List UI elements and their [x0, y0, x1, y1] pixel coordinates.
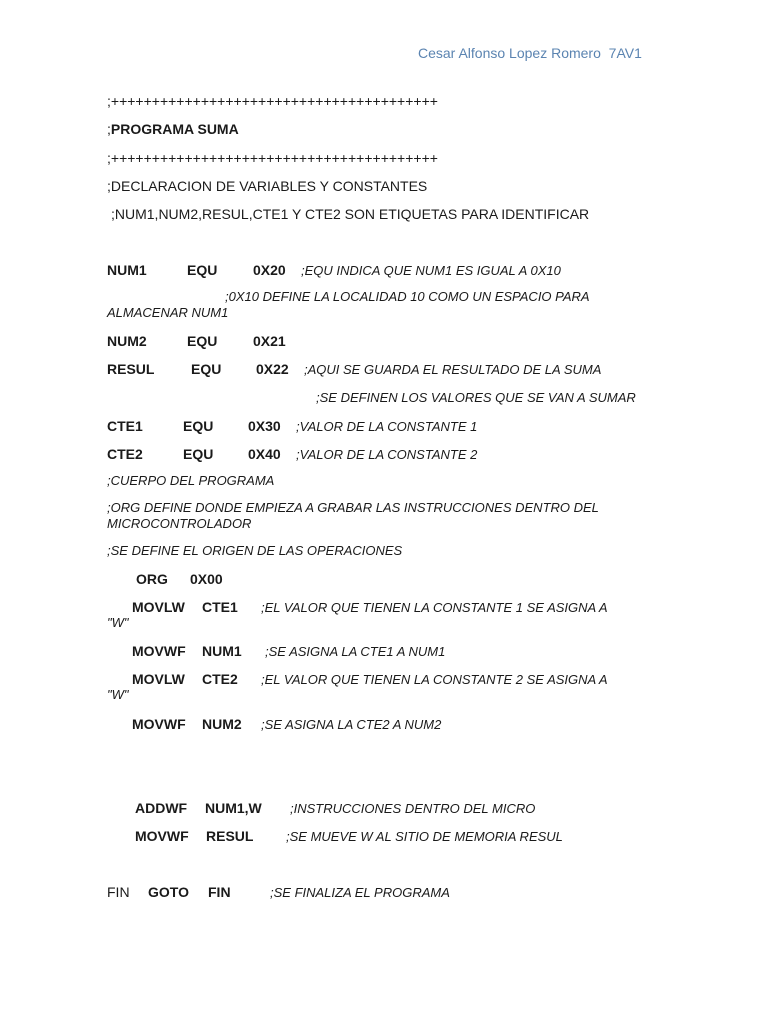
comment-movwf-num1: ;SE ASIGNA LA CTE1 A NUM1 — [265, 644, 446, 659]
values-note: ;SE DEFINEN LOS VALORES QUE SE VAN A SUMAR — [316, 390, 636, 405]
author-header — [418, 45, 642, 61]
comment-fin: ;SE FINALIZA EL PROGRAMA — [270, 885, 450, 900]
code-line-cte1 — [107, 418, 667, 436]
op-movwf: MOVWF — [132, 716, 186, 732]
comment-movwf-resul: ;SE MUEVE W AL SITIO DE MEMORIA RESUL — [286, 829, 563, 844]
op-movwf: MOVWF — [132, 643, 186, 659]
value-cte2: 0X40 — [248, 446, 281, 462]
separator-line-bottom: ;++++++++++++++++++++++++++++++++++++++++ — [107, 150, 438, 166]
origin-note: ;SE DEFINE EL ORIGEN DE LAS OPERACIONES — [107, 543, 403, 558]
value-cte1: 0X30 — [248, 418, 281, 434]
code-line-num2 — [107, 333, 667, 351]
arg-num2: NUM2 — [202, 716, 242, 732]
comment-addwf: ;INSTRUCCIONES DENTRO DEL MICRO — [290, 801, 536, 816]
org-note-line2: MICROCONTROLADOR — [107, 516, 252, 531]
op-equ: EQU — [191, 361, 222, 377]
op-equ: EQU — [183, 418, 214, 434]
org-note-line1: ;ORG DEFINE DONDE EMPIEZA A GRABAR LAS INSTRUCCIONES DENTRO DEL — [107, 500, 599, 515]
num1-note-line2: ALMACENAR NUM1 — [107, 305, 229, 320]
comment-movlw-cte2-cont: "W" — [107, 687, 129, 702]
arg-num1: NUM1 — [202, 643, 242, 659]
comment-resul: ;AQUI SE GUARDA EL RESULTADO DE LA SUMA — [304, 362, 602, 377]
body-note: ;CUERPO DEL PROGRAMA — [107, 473, 275, 488]
op-movlw: MOVLW — [132, 599, 185, 615]
declaration-heading: ;DECLARACION DE VARIABLES Y CONSTANTES — [107, 178, 428, 194]
comment-cte1: ;VALOR DE LA CONSTANTE 1 — [296, 419, 478, 434]
value-num1: 0X20 — [253, 262, 286, 278]
comment-cte2: ;VALOR DE LA CONSTANTE 2 — [296, 447, 478, 462]
comment-num1: ;EQU INDICA QUE NUM1 ES IGUAL A 0X10 — [301, 263, 561, 278]
program-title — [107, 121, 239, 137]
title-text: PROGRAMA SUMA — [110, 121, 239, 137]
code-line-num1 — [107, 262, 667, 280]
op-equ: EQU — [183, 446, 214, 462]
code-line-movwf-num2 — [132, 716, 652, 734]
label-cte2: CTE2 — [107, 446, 143, 462]
separator-line-top: ;++++++++++++++++++++++++++++++++++++++++ — [107, 93, 438, 109]
label-fin: FIN — [107, 884, 130, 900]
op-addwf: ADDWF — [135, 800, 188, 816]
code-line-addwf — [135, 800, 655, 818]
arg-cte1: CTE1 — [202, 599, 238, 615]
op-equ: EQU — [187, 333, 218, 349]
op-org: ORG — [136, 571, 168, 587]
op-movwf: MOVWF — [135, 828, 189, 844]
op-equ: EQU — [187, 262, 218, 278]
code-line-movwf-resul — [135, 828, 655, 846]
comment-movlw-cte1: ;EL VALOR QUE TIENEN LA CONSTANTE 1 SE ASIGNA A — [261, 600, 608, 615]
code-line-movlw-cte2 — [132, 671, 652, 689]
label-num2: NUM2 — [107, 333, 147, 349]
arg-cte2: CTE2 — [202, 671, 238, 687]
value-resul: 0X22 — [256, 361, 289, 377]
code-line-movwf-num1 — [132, 643, 652, 661]
arg-fin: FIN — [208, 884, 231, 900]
arg-num1-w: NUM1,W — [205, 800, 262, 816]
label-num1: NUM1 — [107, 262, 147, 278]
title-prefix: ; — [107, 121, 111, 137]
op-goto: GOTO — [148, 884, 189, 900]
label-resul: RESUL — [107, 361, 155, 377]
op-movlw: MOVLW — [132, 671, 185, 687]
labels-note: ;NUM1,NUM2,RESUL,CTE1 Y CTE2 SON ETIQUETAS PARA IDENTIFICAR — [111, 206, 590, 222]
author-name: Cesar Alfonso Lopez Romero — [418, 45, 601, 61]
value-num2: 0X21 — [253, 333, 286, 349]
label-cte1: CTE1 — [107, 418, 143, 434]
code-line-fin — [107, 884, 627, 902]
code-line-resul — [107, 361, 667, 379]
arg-resul: RESUL — [206, 828, 254, 844]
author-group: 7AV1 — [608, 45, 642, 61]
num1-note-line1: ;0X10 DEFINE LA LOCALIDAD 10 COMO UN ESPACIO PARA — [225, 289, 590, 304]
comment-movlw-cte1-cont: "W" — [107, 615, 129, 630]
comment-movwf-num2: ;SE ASIGNA LA CTE2 A NUM2 — [261, 717, 442, 732]
value-org: 0X00 — [190, 571, 223, 587]
comment-movlw-cte2: ;EL VALOR QUE TIENEN LA CONSTANTE 2 SE ASIGNA A — [261, 672, 608, 687]
code-line-org — [136, 571, 436, 589]
code-line-movlw-cte1 — [132, 599, 652, 617]
code-line-cte2 — [107, 446, 667, 464]
